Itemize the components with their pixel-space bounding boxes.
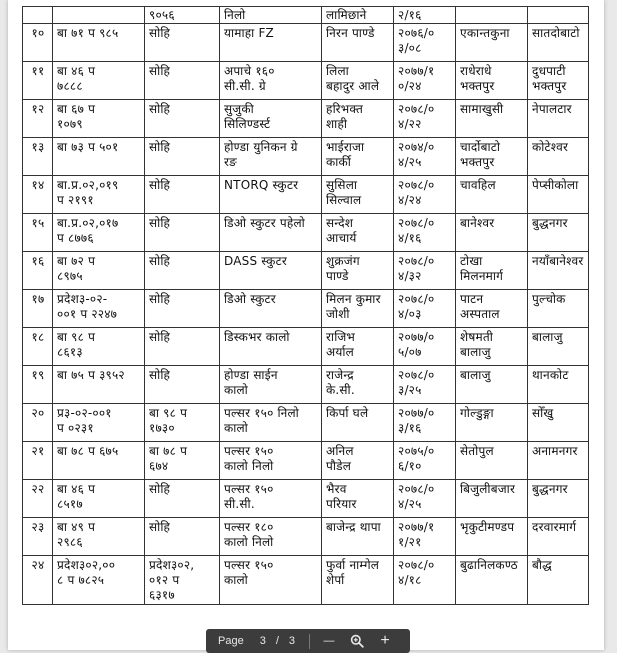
cell-model: पल्सर १५० कालो निलो	[220, 442, 322, 480]
cell-date: २०७८/० ३/२५	[394, 366, 456, 404]
table-row	[23, 252, 589, 290]
cell-to: बौद्ध	[528, 556, 589, 605]
cell-from	[456, 7, 528, 24]
table-row	[23, 518, 589, 556]
cell-from: गोल्डुङ्गा	[456, 404, 528, 442]
cell-type: सोहि	[145, 518, 220, 556]
cell-from: बानेश्वर	[456, 214, 528, 252]
cell-type: सोहि	[145, 290, 220, 328]
cell-type: सोहि	[145, 480, 220, 518]
cell-owner: अनिल पौडेल	[322, 442, 394, 480]
cell-from: बिजुलीबजार	[456, 480, 528, 518]
cell-sn: ११	[23, 62, 53, 100]
table-row	[23, 442, 589, 480]
cell-from: चावहिल	[456, 176, 528, 214]
cell-sn: १३	[23, 138, 53, 176]
cell-type: सोहि	[145, 366, 220, 404]
cell-type: प्रदेश३०२, ०१२ प ६३१७	[145, 556, 220, 605]
current-page-number[interactable]: 3	[259, 635, 266, 647]
cell-reg-no: बा ७५ प ३९५२	[53, 366, 145, 404]
page-label: Page	[218, 635, 244, 647]
table-row	[23, 176, 589, 214]
cell-owner: राजिभ अर्याल	[322, 328, 394, 366]
cell-owner: मिलन कुमार जोशी	[322, 290, 394, 328]
cell-reg-no: बा ७१ प ९८५	[53, 24, 145, 62]
cell-from: बुढानिलकण्ठ	[456, 556, 528, 605]
cell-model: डिओ स्कुटर पहेलो	[220, 214, 322, 252]
cell-sn: १६	[23, 252, 53, 290]
cell-owner: सुसिला सिल्वाल	[322, 176, 394, 214]
cell-type: सोहि	[145, 138, 220, 176]
cell-to: नेपालटार	[528, 100, 589, 138]
cell-sn: १२	[23, 100, 53, 138]
table-row	[23, 366, 589, 404]
zoom-in-button[interactable]: +	[380, 632, 390, 649]
cell-to: नयाँबानेश्वर	[528, 252, 589, 290]
total-pages: 3	[288, 635, 296, 647]
cell-from: राधेराधे भक्तपुर	[456, 62, 528, 100]
cell-to: बालाजु	[528, 328, 589, 366]
cell-owner: शुक्रजंग पाण्डे	[322, 252, 394, 290]
cell-from: एकान्तकुना	[456, 24, 528, 62]
cell-to: दुधपाटी भक्तपुर	[528, 62, 589, 100]
cell-date: २०७७/० ३/१६	[394, 404, 456, 442]
cell-sn: २२	[23, 480, 53, 518]
cell-model: NTORQ स्कुटर	[220, 176, 322, 214]
cell-owner: राजेन्द्र के.सी.	[322, 366, 394, 404]
cell-from: भृकुटीमण्डप	[456, 518, 528, 556]
cell-reg-no: प्रदेश३०२,०० ८ प ७८२५	[53, 556, 145, 605]
magnifier-icon	[350, 634, 364, 648]
cell-sn: २१	[23, 442, 53, 480]
cell-reg-no: बा.प्र.०२,०१९ प २१९१	[53, 176, 145, 214]
cell-model: पल्सर १८० कालो निलो	[220, 518, 322, 556]
cell-reg-no: बा ४६ प ८५१७	[53, 480, 145, 518]
cell-reg-no: बा ७८ प ६७५	[53, 442, 145, 480]
cell-to: सोँखु	[528, 404, 589, 442]
cell-reg-no: बा.प्र.०२,०१७ प ८७७६	[53, 214, 145, 252]
table-row	[23, 328, 589, 366]
cell-model: डिओ स्कुटर	[220, 290, 322, 328]
table-row	[23, 62, 589, 100]
cell-from: सामाखुसी	[456, 100, 528, 138]
table-row	[23, 100, 589, 138]
cell-type: सोहि	[145, 24, 220, 62]
cell-reg-no: बा ६७ प १०७९	[53, 100, 145, 138]
cell-type: सोहि	[145, 62, 220, 100]
table-row	[23, 214, 589, 252]
cell-date: २०७७/० ५/०७	[394, 328, 456, 366]
cell-to: थानकोट	[528, 366, 589, 404]
cell-sn: १९	[23, 366, 53, 404]
cell-type: सोहि	[145, 176, 220, 214]
cell-from: बालाजु	[456, 366, 528, 404]
cell-to: बुद्धनगर	[528, 214, 589, 252]
cell-date: २०७७/१ १/२१	[394, 518, 456, 556]
cell-reg-no: बा ४६ प ७८८८	[53, 62, 145, 100]
cell-owner: लिला बहादुर आले	[322, 62, 394, 100]
cell-model: पल्सर १५० सी.सी.	[220, 480, 322, 518]
cell-type: ९०५६	[145, 7, 220, 24]
page-separator: /	[275, 635, 279, 647]
cell-to: पेप्सीकोला	[528, 176, 589, 214]
document-page	[8, 0, 604, 650]
cell-model: होण्डा साईन कालो	[220, 366, 322, 404]
cell-date: २०७८/० ४/३२	[394, 252, 456, 290]
cell-from: शेषमती बालाजु	[456, 328, 528, 366]
table-row	[23, 7, 589, 24]
cell-date: २०७७/१ ०/२४	[394, 62, 456, 100]
table-row	[23, 404, 589, 442]
cell-from: सेतोपुल	[456, 442, 528, 480]
cell-sn: १७	[23, 290, 53, 328]
cell-owner: फुर्वा नाम्गेल शेर्पा	[322, 556, 394, 605]
cell-date: २०७८/० ४/०३	[394, 290, 456, 328]
cell-sn: २४	[23, 556, 53, 605]
cell-date: २०७८/० ४/२२	[394, 100, 456, 138]
cell-model: अपाचे १६० सी.सी. ग्रे	[220, 62, 322, 100]
cell-model: पल्सर १५० कालो	[220, 556, 322, 605]
cell-sn: २०	[23, 404, 53, 442]
cell-model: होण्डा युनिकन ग्रे रङ	[220, 138, 322, 176]
cell-to: दरवारमार्ग	[528, 518, 589, 556]
cell-sn	[23, 7, 53, 24]
cell-date: २०७४/० ४/२५	[394, 138, 456, 176]
cell-owner: सन्देश आचार्य	[322, 214, 394, 252]
table-row	[23, 138, 589, 176]
table-row	[23, 480, 589, 518]
cell-reg-no: प्रदेश३-०२- ००१ प २२४७	[53, 290, 145, 328]
cell-model: पल्सर १५० निलो कालो	[220, 404, 322, 442]
cell-reg-no: बा ७२ प ८९७५	[53, 252, 145, 290]
cell-model: डिस्कभर कालो	[220, 328, 322, 366]
cell-model: सुजुकी सिलिण्डर्स्ट	[220, 100, 322, 138]
cell-date: २०७८/० ४/२४	[394, 176, 456, 214]
cell-model: DASS स्कुटर	[220, 252, 322, 290]
cell-date: २०७५/० ६/१०	[394, 442, 456, 480]
toolbar-divider	[309, 634, 310, 649]
cell-sn: १५	[23, 214, 53, 252]
cell-type: सोहि	[145, 328, 220, 366]
cell-sn: १८	[23, 328, 53, 366]
cell-reg-no: प्र३-०२-००१ प ०२३१	[53, 404, 145, 442]
table-row	[23, 24, 589, 62]
cell-owner: भाईराजा कार्की	[322, 138, 394, 176]
vehicle-records-table	[22, 6, 589, 605]
pdf-viewer-toolbar	[206, 629, 410, 653]
cell-model: निलो	[220, 7, 322, 24]
cell-type: सोहि	[145, 214, 220, 252]
cell-model: यामाहा FZ	[220, 24, 322, 62]
table-row	[23, 290, 589, 328]
cell-date: २०७८/० ४/१६	[394, 214, 456, 252]
cell-to: सातदोबाटो	[528, 24, 589, 62]
cell-type: बा ९८ प १७३०	[145, 404, 220, 442]
cell-date: २०७६/० ३/०८	[394, 24, 456, 62]
cell-from: चार्दोबाटो भक्तपुर	[456, 138, 528, 176]
cell-to: अनामनगर	[528, 442, 589, 480]
cell-reg-no: बा ४९ प २९८६	[53, 518, 145, 556]
cell-owner: निरन पाण्डे	[322, 24, 394, 62]
cell-owner: भैरव परियार	[322, 480, 394, 518]
cell-from: टोखा मिलनमार्ग	[456, 252, 528, 290]
cell-sn: १४	[23, 176, 53, 214]
cell-to: कोटेश्वर	[528, 138, 589, 176]
cell-to: पुल्चोक	[528, 290, 589, 328]
cell-reg-no	[53, 7, 145, 24]
cell-owner: बाजेन्द्र थापा	[322, 518, 394, 556]
cell-owner: हरिभक्त शाही	[322, 100, 394, 138]
cell-date: २०७८/० ४/२५	[394, 480, 456, 518]
cell-reg-no: बा ९८ प ८६१३	[53, 328, 145, 366]
cell-to	[528, 7, 589, 24]
table-row	[23, 556, 589, 605]
zoom-button[interactable]	[346, 630, 368, 652]
cell-sn: २३	[23, 518, 53, 556]
cell-date: २०७८/० ४/१८	[394, 556, 456, 605]
cell-sn: १०	[23, 24, 53, 62]
zoom-out-button[interactable]: —	[323, 635, 335, 647]
cell-from: पाटन अस्पताल	[456, 290, 528, 328]
cell-owner: किर्पा घले	[322, 404, 394, 442]
cell-owner: लामिछाने	[322, 7, 394, 24]
cell-type: सोहि	[145, 100, 220, 138]
cell-date: २/१६	[394, 7, 456, 24]
cell-type: सोहि	[145, 252, 220, 290]
cell-reg-no: बा ७३ प ५०१	[53, 138, 145, 176]
cell-type: बा ७८ प ६७४	[145, 442, 220, 480]
cell-to: बुद्धनगर	[528, 480, 589, 518]
